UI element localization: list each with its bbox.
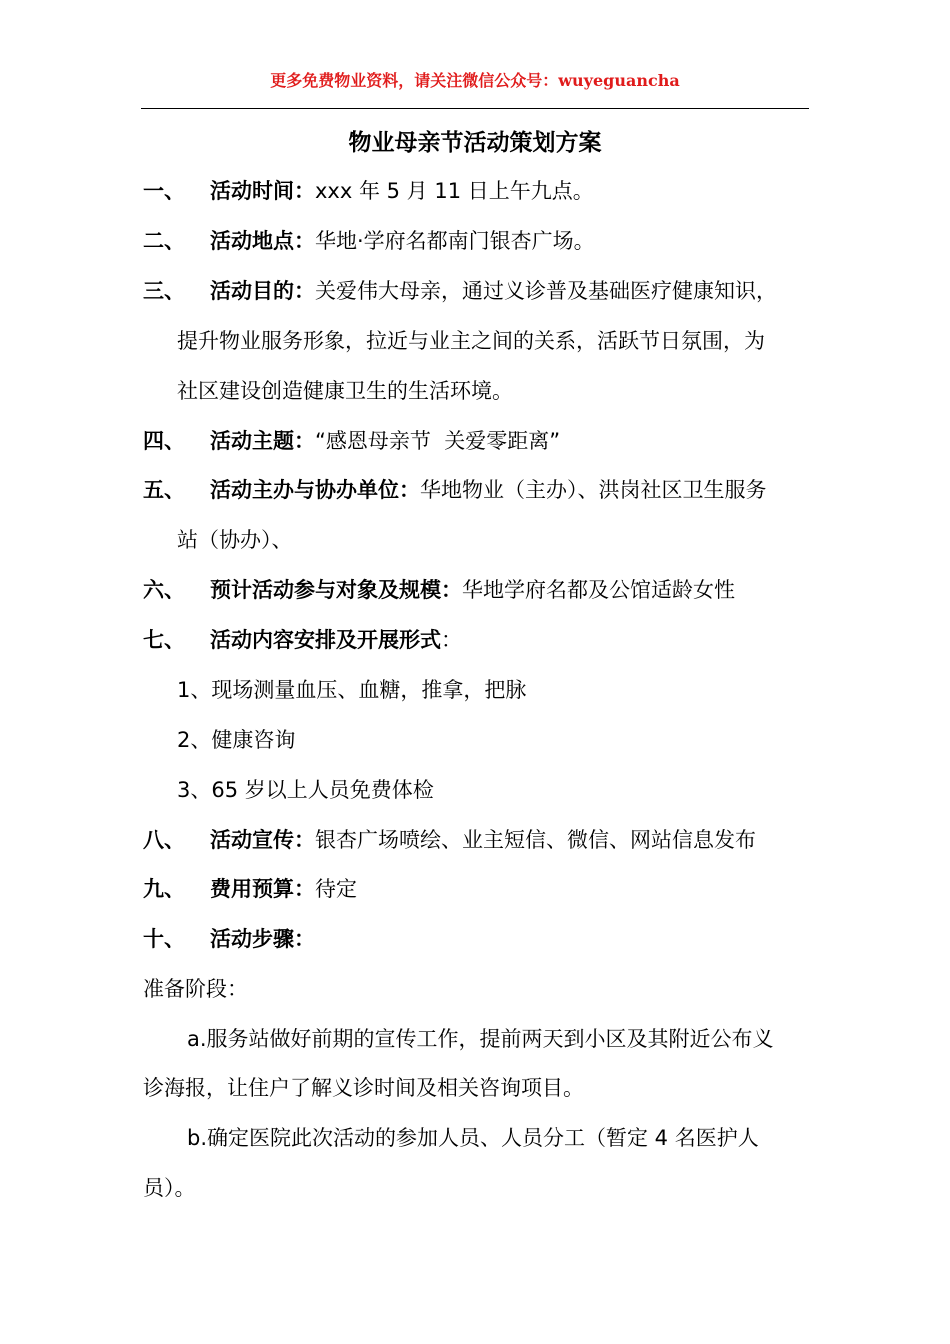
item-number: 六、 xyxy=(143,578,185,602)
item-label: 活动步骤 xyxy=(210,927,294,951)
item-text: xxx 年 5 月 11 日上午九点。 xyxy=(315,179,594,203)
item-continuation: 站（协办）、 xyxy=(177,528,293,552)
content-list-item: 2、健康咨询 xyxy=(177,728,296,752)
header-note: 更多免费物业资料，请关注微信公众号：wuyeguancha xyxy=(270,71,680,90)
item-label: 活动宣传 xyxy=(210,828,294,852)
item-text: “感恩母亲节 关爱零距离” xyxy=(315,429,561,453)
item-continuation: 提升物业服务形象，拉近与业主之间的关系，活跃节日氛围，为 xyxy=(177,329,765,353)
item-sep: ： xyxy=(294,229,315,253)
item-line xyxy=(210,177,594,205)
item-number: 八、 xyxy=(143,828,185,852)
content-list-item: 1、现场测量血压、血糖，推拿，把脉 xyxy=(177,678,527,702)
item-line xyxy=(210,227,595,255)
item-text: 华地物业（主办）、洪岗社区卫生服务 xyxy=(420,478,767,502)
item-sep: ： xyxy=(294,877,315,901)
document-title: 物业母亲节活动策划方案 xyxy=(348,130,602,156)
item-text: 关爱伟大母亲，通过义诊普及基础医疗健康知识， xyxy=(315,279,777,303)
item-line xyxy=(210,427,560,455)
item-text: 华地·学府名都南门银杏广场。 xyxy=(315,229,595,253)
item-label: 活动内容安排及开展形式 xyxy=(210,628,441,652)
item-line xyxy=(210,925,315,953)
item-label: 活动地点 xyxy=(210,229,294,253)
item-sep: ： xyxy=(294,927,315,951)
prep-paragraph-b-cont: 员）。 xyxy=(143,1176,196,1200)
item-label: 活动主办与协办单位 xyxy=(210,478,399,502)
item-number: 一、 xyxy=(143,179,185,203)
item-text: 华地学府名都及公馆适龄女性 xyxy=(462,578,735,602)
prep-paragraph-b: b.确定医院此次活动的参加人员、人员分工（暂定 4 名医护人 xyxy=(187,1126,759,1150)
item-number: 四、 xyxy=(143,429,185,453)
item-sep: ： xyxy=(294,179,315,203)
item-sep: ： xyxy=(441,578,462,602)
item-sep: ： xyxy=(441,628,462,652)
item-sep: ： xyxy=(399,478,420,502)
item-number: 五、 xyxy=(143,478,185,502)
item-line xyxy=(210,826,756,854)
item-number: 七、 xyxy=(143,628,185,652)
prep-heading: 准备阶段： xyxy=(143,977,248,1001)
prep-paragraph-a-cont: 诊海报，让住户了解义诊时间及相关咨询项目。 xyxy=(143,1076,584,1100)
item-continuation: 社区建设创造健康卫生的生活环境。 xyxy=(177,379,513,403)
item-line xyxy=(210,875,357,903)
item-text: 银杏广场喷绘、业主短信、微信、网站信息发布 xyxy=(315,828,756,852)
item-label: 活动目的 xyxy=(210,279,294,303)
item-line xyxy=(210,626,462,654)
header-rule xyxy=(141,108,809,109)
item-label: 预计活动参与对象及规模 xyxy=(210,578,441,602)
item-line xyxy=(210,576,735,604)
item-sep: ： xyxy=(294,279,315,303)
item-label: 费用预算 xyxy=(210,877,294,901)
item-number: 九、 xyxy=(143,877,185,901)
item-line xyxy=(210,277,777,305)
content-list-item: 3、65 岁以上人员免费体检 xyxy=(177,778,434,802)
item-sep: ： xyxy=(294,828,315,852)
item-number: 三、 xyxy=(143,279,185,303)
item-text: 待定 xyxy=(315,877,357,901)
item-label: 活动主题 xyxy=(210,429,294,453)
item-number: 十、 xyxy=(143,927,185,951)
item-number: 二、 xyxy=(143,229,185,253)
item-sep: ： xyxy=(294,429,315,453)
item-line xyxy=(210,476,767,504)
prep-paragraph-a: a.服务站做好前期的宣传工作，提前两天到小区及其附近公布义 xyxy=(187,1027,774,1051)
item-label: 活动时间 xyxy=(210,179,294,203)
